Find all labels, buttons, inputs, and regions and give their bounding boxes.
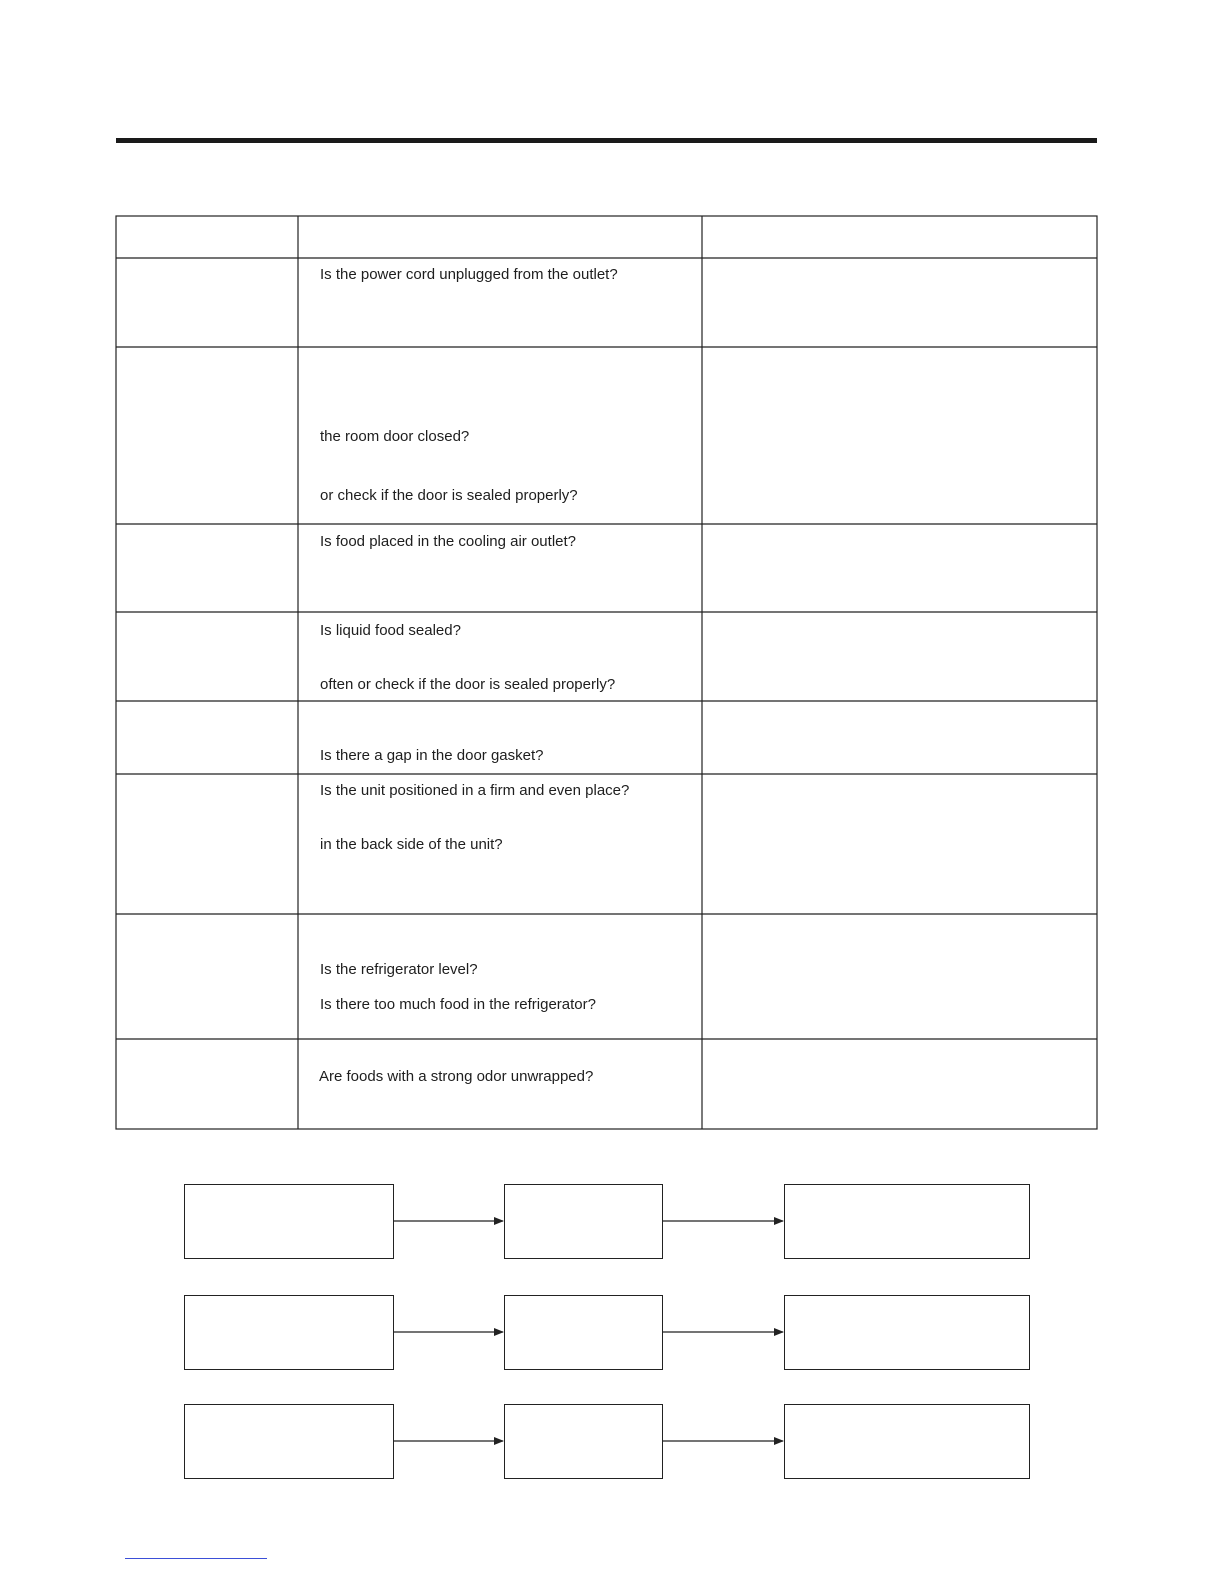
flow-box-row1-middle	[504, 1184, 663, 1259]
table-row-question: Is food placed in the cooling air outlet?	[320, 533, 577, 550]
flow-box-row2-left	[184, 1295, 394, 1370]
table-row-question: often or check if the door is sealed properly?	[320, 676, 616, 693]
flow-box-row3-right	[784, 1404, 1030, 1479]
flow-box-row1-right	[784, 1184, 1030, 1259]
table-row-question: Is there too much food in the refrigerator?	[320, 996, 596, 1013]
table-row-question: in the back side of the unit?	[320, 836, 503, 853]
table-row-question: Is the unit positioned in a firm and even place?	[320, 782, 630, 799]
header-rule	[116, 138, 1097, 143]
table-row-question: or check if the door is sealed properly?	[320, 487, 578, 504]
table-row-question: Is the refrigerator level?	[320, 961, 478, 978]
table-row-question: Are foods with a strong odor unwrapped?	[319, 1068, 594, 1085]
flow-box-row1-left	[184, 1184, 394, 1259]
flow-box-row2-middle	[504, 1295, 663, 1370]
table-row-question: the room door closed?	[320, 428, 470, 445]
table-row-question: Is liquid food sealed?	[320, 622, 461, 639]
table-row-question: Is there a gap in the door gasket?	[320, 747, 544, 764]
flow-box-row3-left	[184, 1404, 394, 1479]
footer-link-underline	[125, 1558, 267, 1559]
table-row-question: Is the power cord unplugged from the outlet?	[320, 266, 618, 283]
flow-box-row2-right	[784, 1295, 1030, 1370]
flow-box-row3-middle	[504, 1404, 663, 1479]
